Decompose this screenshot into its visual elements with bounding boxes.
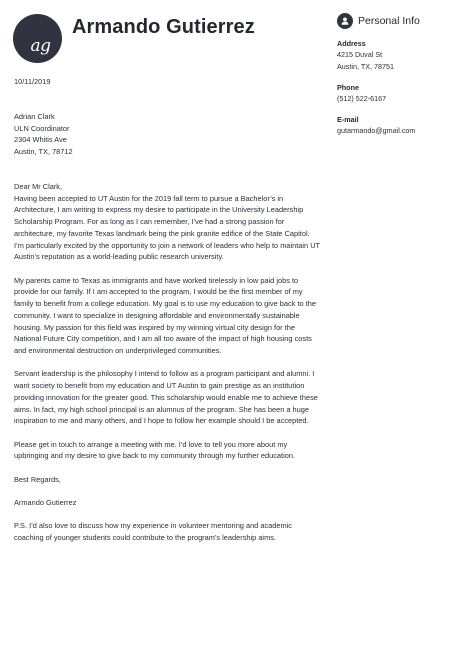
letter-body <box>14 76 320 555</box>
letter-greeting: Dear Mr Clark, <box>14 181 63 191</box>
phone-block <box>337 82 467 105</box>
recipient-block <box>14 111 320 158</box>
letter-signature: Armando Gutierrez <box>14 497 77 507</box>
monogram-avatar <box>13 14 62 63</box>
letter-paragraph-intro: Having been accepted to UT Austin for the 2019 fall term to pursue a Bachelor’s in Architecture, I am writing to express my desire to participate in the University Leadership Scholarship Program. For as long as I can remember, I’ve had a strong passion for architecture, my favorite Texas landmark being the pink granite edifice of the State Capitol. I’m particularly excited by the opportunity to join a network of leaders who help to maintain UT Austin’s reputation as a world-leading public research university. <box>14 193 320 262</box>
letter-paragraph-closing: Please get in touch to arrange a meeting with me. I’d love to tell you more about my upbringing and my desire to give back to my community through my further education. <box>14 439 295 461</box>
applicant-name: Armando Gutierrez <box>72 16 255 38</box>
person-icon <box>337 13 353 29</box>
letter-paragraph-leadership: Servant leadership is the philosophy I intend to follow as a program participant and alumni. I want society to benefit from my education and UT Austin to gain prestige as an institution providing innovation for the greater good. This scholarship would enable me to achieve these aims. In fact, my high school principal is an alumnus of the program. She has been a huge inspiration to me and many others, and I hope to follow her example should I be accepted. <box>14 369 318 426</box>
address-line2: Austin, TX, 78751 <box>337 62 395 71</box>
letter-signoff: Best Regards, <box>14 474 61 484</box>
personal-info-title: Personal Info <box>358 15 420 27</box>
letter-paragraph-background: My parents came to Texas as immigrants and have worked tirelessly in low paid jobs to provide for our family. If I am accepted to the program, I would be the first member of my family to benefit from a college education. My goal is to use my education to give back to the community. I want to specialize in designing affordable and environmentally sustainable housing. My passion for this field was inspired by my winning virtual city design for the National Future City competition, and I am all too aware of the impact of high housing costs and environmental destruction on underprivileged communities. <box>14 275 316 355</box>
personal-info-sidebar <box>337 13 467 146</box>
address-line1: 4215 Duval St <box>337 50 383 59</box>
recipient-title: ULN Coordinator <box>14 123 70 133</box>
recipient-street: 2304 Whitis Ave <box>14 135 67 145</box>
personal-info-header <box>337 13 467 29</box>
letter-date: 10/11/2019 <box>14 77 51 86</box>
address-label: Address <box>337 39 366 48</box>
address-block <box>337 38 467 73</box>
recipient-city: Austin, TX, 78712 <box>14 147 73 156</box>
letter-postscript: P.S. I’d also love to discuss how my experience in volunteer mentoring and academic coaching of younger students could contribute to the program’s leadership aims. <box>14 521 292 542</box>
email-value: gutarmando@gmail.com <box>337 126 416 135</box>
phone-label: Phone <box>337 83 359 92</box>
recipient-name: Adrian Clark <box>14 111 55 121</box>
phone-value: (512) 522-6167 <box>337 94 387 103</box>
email-block <box>337 114 467 137</box>
monogram-text: ag <box>30 36 51 56</box>
email-label: E-mail <box>337 115 359 124</box>
